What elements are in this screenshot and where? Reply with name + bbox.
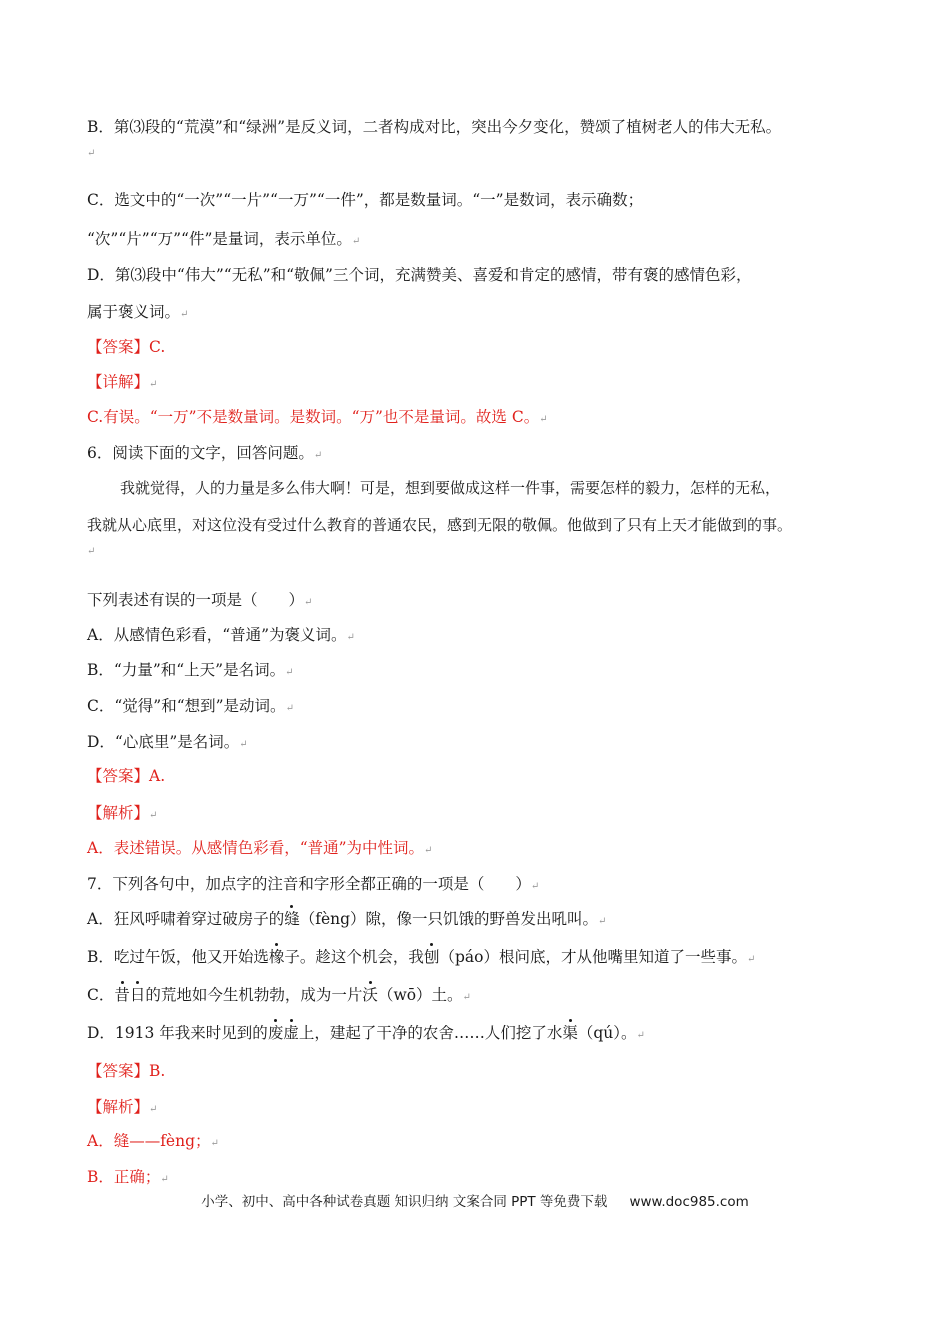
footer-site-link[interactable]: www.doc985.com bbox=[629, 1194, 749, 1210]
q6-prompt: 下列表述有误的一项是（ ）↵ bbox=[87, 591, 313, 609]
q7-analysis-heading: 【解析】↵ bbox=[87, 1098, 158, 1116]
q7-option-d: D．1913 年我来时见到的废虚上，建起了干净的农舍……人们挖了水渠（qú）。↵ bbox=[87, 1024, 645, 1042]
q6-option-d: D．“心底里”是名词。↵ bbox=[87, 733, 248, 751]
q5-option-c: C．选文中的“一次”“一片”“一万”“一件”，都是数量词。“一”是数词，表示确数； bbox=[87, 191, 644, 209]
q7-option-c: C．昔日的荒地如今生机勃勃，成为一片沃（wō）土。↵ bbox=[87, 986, 471, 1004]
q6-analysis: A．表述错误。从感情色彩看，“普通”为中性词。↵ bbox=[87, 839, 433, 857]
footer-text: 小学、初中、高中各种试卷真题 知识归纳 文案合同 PPT 等免费下载 bbox=[201, 1194, 608, 1210]
q7-option-b: B．吃过午饭，他又开始选橡子。趁这个机会，我刨（páo）根问底，才从他嘴里知道了一些事。↵ bbox=[87, 948, 756, 966]
emphasis-dot-char: 渠 bbox=[562, 1024, 578, 1042]
emphasis-dot-char: 虚 bbox=[283, 1024, 299, 1042]
q6-option-c: C．“觉得”和“想到”是动词。↵ bbox=[87, 697, 294, 715]
q6-passage-line-2: 我就从心底里，对这位没有受过什么教育的普通农民，感到无限的敬佩。他做到了只有上天才能做到的事。 bbox=[87, 516, 793, 534]
q6-passage-line-1: 我就觉得，人的力量是多么伟大啊！可是，想到要做成这样一件事，需要怎样的毅力，怎样的无私， bbox=[120, 479, 781, 497]
q6-option-a: A．从感情色彩看，“普通”为褒义词。↵ bbox=[87, 626, 355, 644]
q5-option-c-cont: “次”“片”“万”“件”是量词，表示单位。↵ bbox=[87, 230, 361, 248]
q6-stem: 6．阅读下面的文字，回答问题。↵ bbox=[87, 444, 323, 462]
paragraph-mark: ↵ bbox=[87, 546, 96, 557]
emphasis-dot-char: 沃 bbox=[362, 986, 378, 1004]
emphasis-dot-char: 废 bbox=[267, 1024, 284, 1042]
q7-analysis-a: A．缝——fèng；↵ bbox=[87, 1132, 219, 1150]
q5-answer: 【答案】C. bbox=[87, 338, 166, 356]
q6-answer: 【答案】A. bbox=[87, 767, 166, 785]
emphasis-dot-char: 刨 bbox=[423, 948, 440, 966]
emphasis-dot-char: 昔 bbox=[114, 986, 130, 1004]
q7-answer: 【答案】B. bbox=[87, 1062, 166, 1080]
q5-option-b: B．第⑶段的“荒漠”和“绿洲”是反义词，二者构成对比，突出今夕变化，赞颂了植树老人的伟大无私。 bbox=[87, 118, 782, 136]
emphasis-dot-char: 日 bbox=[129, 986, 146, 1004]
q6-analysis-heading: 【解析】↵ bbox=[87, 804, 158, 822]
paragraph-mark: ↵ bbox=[87, 148, 96, 159]
q7-option-a: A．狂风呼啸着穿过破房子的缝（fèng）隙，像一只饥饿的野兽发出吼叫。↵ bbox=[87, 910, 607, 928]
q5-detail-heading: 【详解】↵ bbox=[87, 373, 158, 391]
page-footer bbox=[0, 1190, 950, 1210]
q7-stem: 7．下列各句中，加点字的注音和字形全都正确的一项是（ ）↵ bbox=[87, 875, 540, 893]
q7-analysis-b: B．正确；↵ bbox=[87, 1168, 169, 1186]
q5-detail: C.有误。“一万”不是数量词。是数词。“万”也不是量词。故选 C。↵ bbox=[87, 408, 548, 426]
q6-option-b: B．“力量”和“上天”是名词。↵ bbox=[87, 661, 294, 679]
emphasis-dot-char: 橡 bbox=[268, 948, 285, 966]
emphasis-dot-char: 缝 bbox=[284, 910, 300, 928]
q5-option-d-cont: 属于褒义词。↵ bbox=[87, 303, 189, 321]
q5-option-d: D．第⑶段中“伟大”“无私”和“敬佩”三个词，充满赞美、喜爱和肯定的感情，带有褒的感情色彩， bbox=[87, 266, 752, 284]
